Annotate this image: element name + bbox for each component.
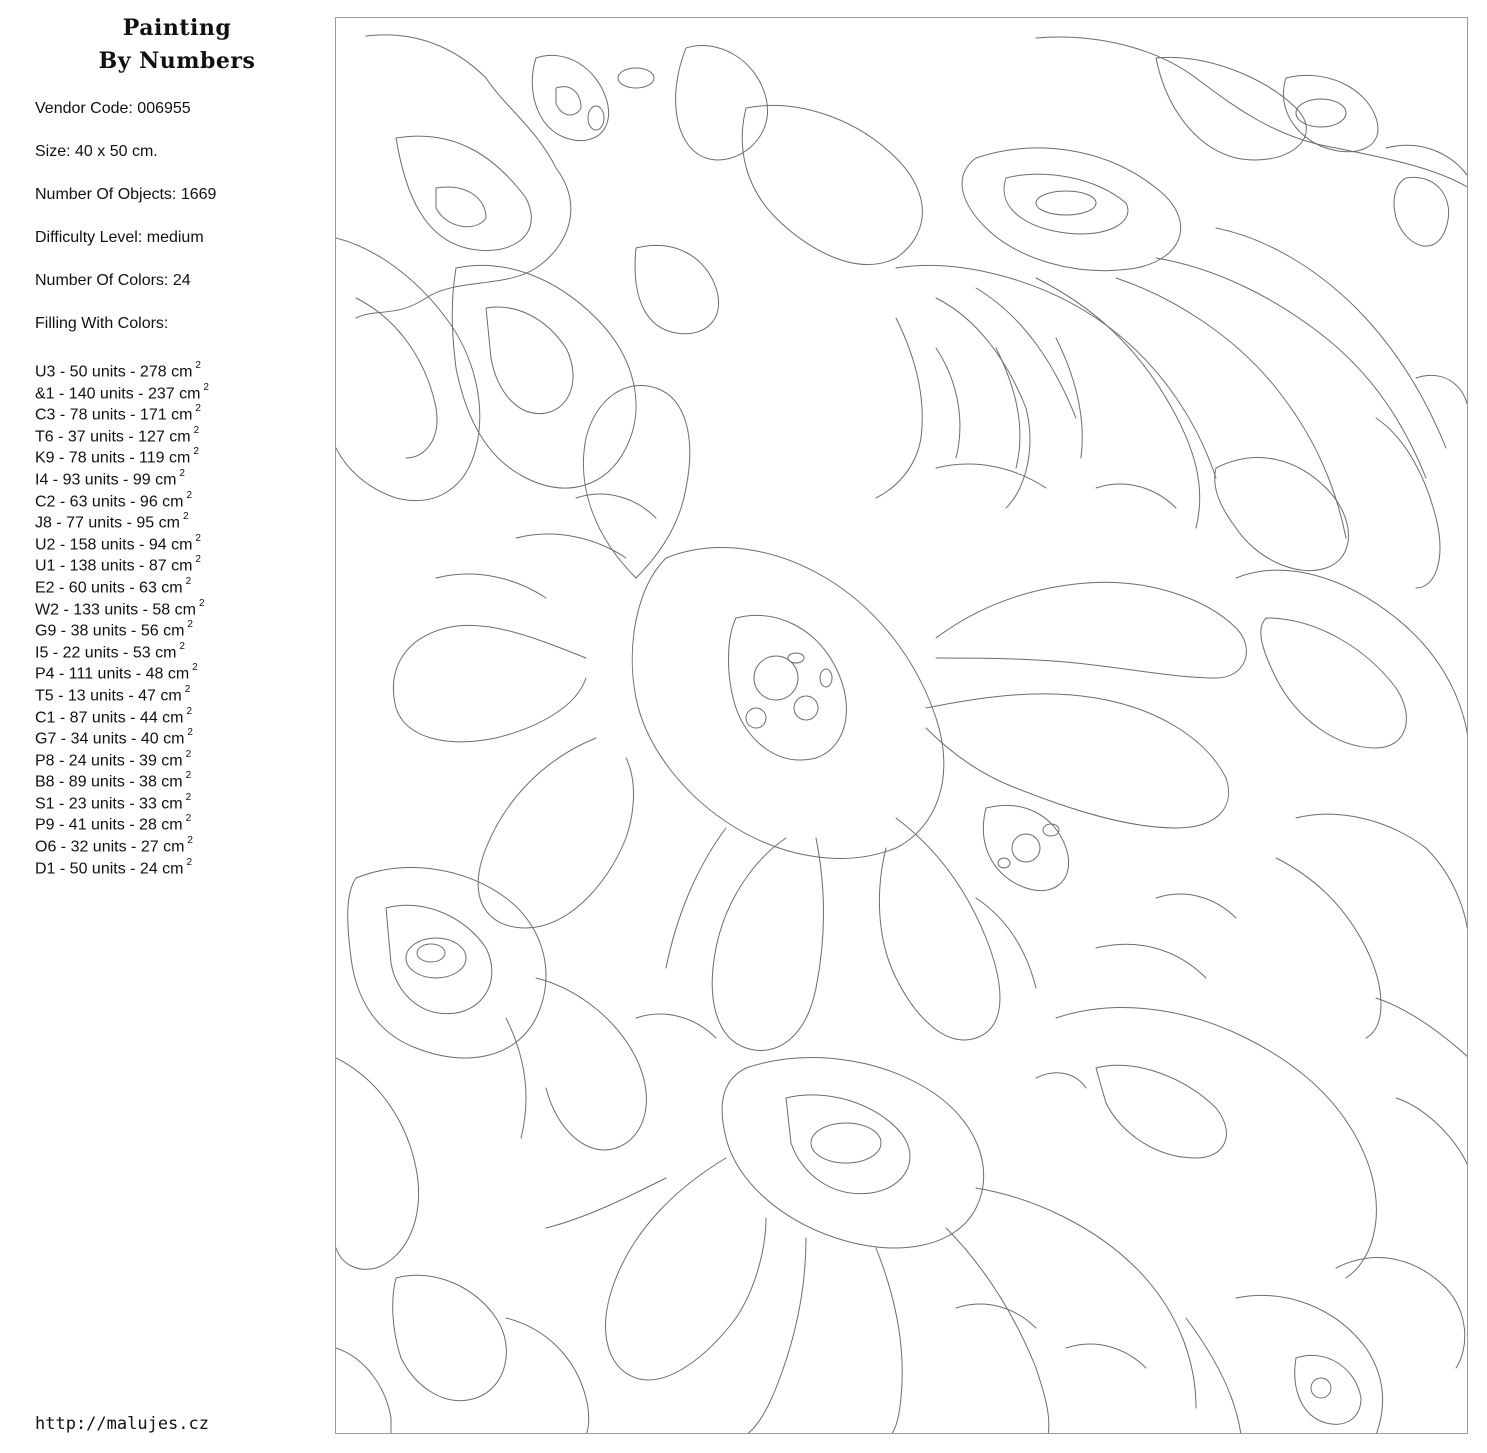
color-row-text: P4 - 111 units - 48 cm (35, 665, 190, 683)
color-row (35, 616, 209, 638)
color-row (35, 810, 209, 832)
color-row (35, 681, 209, 703)
title-line-2: By Numbers (98, 48, 256, 74)
color-row-text: U1 - 138 units - 87 cm (35, 557, 193, 575)
color-row-unit-exponent: 2 (195, 360, 201, 371)
color-row-unit-exponent: 2 (193, 424, 200, 436)
color-row-unit-exponent: 2 (179, 467, 185, 479)
color-row (35, 595, 209, 617)
color-row-text: B8 - 89 units - 38 cm (35, 773, 183, 791)
color-row-text: P9 - 41 units - 28 cm (35, 816, 183, 834)
color-row-unit-exponent: 2 (195, 554, 201, 566)
color-row (35, 465, 209, 487)
color-row-text: I4 - 93 units - 99 cm (35, 471, 177, 489)
color-row-text: U2 - 158 units - 94 cm (35, 536, 193, 554)
size: Size: 40 x 50 cm. (35, 143, 158, 160)
color-row-text: &1 - 140 units - 237 cm (35, 384, 201, 402)
color-row (35, 573, 209, 595)
number-of-objects: Number Of Objects: 1669 (35, 186, 217, 203)
color-row-text: C1 - 87 units - 44 cm (35, 708, 184, 726)
color-row-unit-exponent: 2 (198, 597, 205, 609)
color-row-unit-exponent: 2 (195, 403, 201, 415)
color-row (35, 530, 209, 552)
info-sidebar (0, 0, 320, 1453)
color-row-unit-exponent: 2 (182, 511, 189, 523)
vendor-code: Vendor Code: 006955 (35, 100, 191, 117)
title-line-1: Painting (122, 15, 232, 41)
color-row-unit-exponent: 2 (185, 575, 192, 587)
color-row-text: G7 - 34 units - 40 cm (35, 730, 185, 748)
color-row-unit-exponent: 2 (185, 791, 192, 803)
color-row-text: C2 - 63 units - 96 cm (35, 492, 184, 510)
website-link[interactable]: http://malujes.cz (35, 1414, 209, 1434)
color-row-text: S1 - 23 units - 33 cm (35, 795, 183, 813)
page-title (72, 12, 282, 78)
color-row-text: E2 - 60 units - 63 cm (35, 579, 183, 597)
color-row (35, 379, 209, 401)
color-row (35, 400, 209, 422)
color-row (35, 832, 209, 854)
color-row-text: K9 - 78 units - 119 cm (35, 449, 191, 467)
spec-list (35, 98, 216, 356)
color-row-unit-exponent: 2 (185, 748, 192, 760)
color-row-text: I5 - 22 units - 53 cm (35, 644, 177, 662)
color-row-text: W2 - 133 units - 58 cm (35, 600, 196, 618)
color-row (35, 422, 209, 444)
color-row-text: G9 - 38 units - 56 cm (35, 622, 185, 640)
color-row (35, 508, 209, 530)
color-row-unit-exponent: 2 (185, 813, 192, 825)
color-row-unit-exponent: 2 (195, 532, 201, 544)
color-row-unit-exponent: 2 (187, 727, 193, 739)
color-list (35, 357, 209, 875)
line-art (336, 18, 1468, 1434)
color-row-text: P8 - 24 units - 39 cm (35, 752, 183, 770)
color-row-text: C3 - 78 units - 171 cm (35, 406, 193, 424)
color-row (35, 789, 209, 811)
filling-heading: Filling With Colors: (35, 315, 169, 332)
difficulty-level: Difficulty Level: medium (35, 229, 204, 246)
color-row-unit-exponent: 2 (185, 770, 192, 782)
coloring-canvas (335, 17, 1468, 1434)
color-row-unit-exponent: 2 (184, 683, 191, 695)
color-row (35, 487, 209, 509)
color-row (35, 854, 209, 876)
color-row-unit-exponent: 2 (186, 705, 193, 717)
color-row-text: D1 - 50 units - 24 cm (35, 859, 184, 877)
color-row (35, 551, 209, 573)
color-row-unit-exponent: 2 (186, 856, 193, 868)
color-row-unit-exponent: 2 (179, 640, 185, 652)
color-row-text: T5 - 13 units - 47 cm (35, 687, 182, 705)
color-row (35, 357, 209, 379)
color-row (35, 443, 209, 465)
color-row (35, 659, 209, 681)
color-row-text: U3 - 50 units - 278 cm (35, 363, 193, 381)
color-row-unit-exponent: 2 (203, 381, 209, 393)
color-row (35, 767, 209, 789)
color-row-unit-exponent: 2 (192, 662, 198, 674)
number-of-colors: Number Of Colors: 24 (35, 272, 191, 289)
color-row-text: T6 - 37 units - 127 cm (35, 428, 191, 446)
color-row-text: J8 - 77 units - 95 cm (35, 514, 180, 532)
color-row-unit-exponent: 2 (193, 446, 199, 458)
color-row (35, 638, 209, 660)
color-row-unit-exponent: 2 (186, 489, 193, 501)
color-row (35, 746, 209, 768)
color-row (35, 724, 209, 746)
color-row-unit-exponent: 2 (187, 835, 193, 847)
color-row-text: O6 - 32 units - 27 cm (35, 838, 185, 856)
color-row-unit-exponent: 2 (187, 619, 193, 631)
color-row (35, 703, 209, 725)
